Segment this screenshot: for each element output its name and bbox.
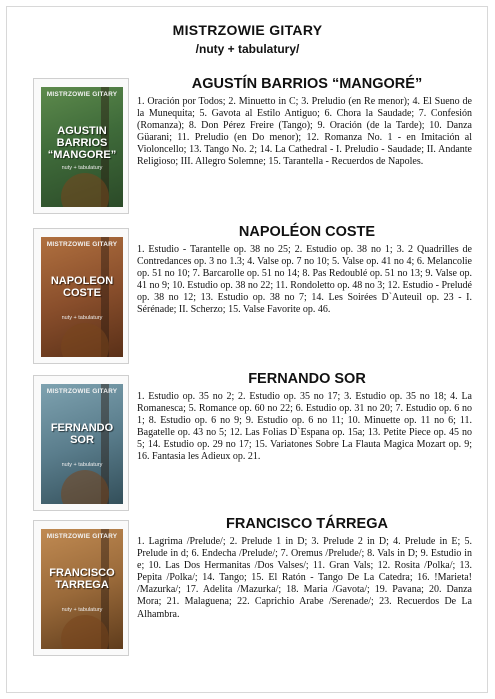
cover-composer-name: FERNANDO SOR [50, 422, 114, 446]
cover-subtitle: nuty + tabulatury [61, 607, 103, 613]
composer-name: AGUSTÍN BARRIOS “MANGORÉ” [191, 76, 423, 92]
cover-composer-name: NAPOLEON COSTE [50, 275, 114, 299]
cover-image [41, 529, 123, 649]
cover-series-title: MISTRZOWIE GITARY [46, 91, 118, 98]
page-title: MISTRZOWIE GITARY [172, 22, 323, 38]
page-subtitle: /nuty + tabulatury/ [195, 42, 300, 56]
cover-composer-name: FRANCISCO TARREGA [49, 567, 115, 591]
works-list: 1. Estudio - Tarantelle op. 38 no 25; 2. Estudio op. 38 no 1; 3. 2 Quadrilles de Contredances op. 3 no 1.3; 4. Valse op. 7 no 10; 5. Valse op. 41 no 4; 6. Melancolie op. 51 no 10; 7. Barcarolle op. 51 no 14; 8. Pas Redoublé op. 51 no 13; 9. Valse op. 41 no 9; 10. Estudio op. 38 no 22; 11. Rondoletto op. 48 no 3; 12. Estudio - Preludé op. 38 no 12; 13. Estudio op. 38 no 7; 14. Les Soirées D`Auteuil op. 23 - I. Sérénade; II. Scherzo; 15. Valse Favorite op. 46. [137, 244, 472, 316]
works-list: 1. Estudio op. 35 no 2; 2. Estudio op. 35 no 17; 3. Estudio op. 35 no 18; 4. La Romanesca; 5. Romance op. 60 no 22; 6. Estudio op. 31 no 20; 7. Estudio op. 6 no 1; 8. Estudio op. 6 no 9; 9. Estudio op. 6 no 11; 10. Minuette op. 11 no 6; 11. Bagatelle op. 43 no 5; 12. Las Folias D`Espana op. 15a; 13. Petite Piece op. 45 no 5; 14. Estudio op. 29 no 17; 15. Variatones Sobre La Flauta Magica Mozart op. 9; 16. Fantasia les Adieux op. 21. [137, 391, 472, 463]
cover-series-title: MISTRZOWIE GITARY [46, 241, 118, 248]
works-list: 1. Oración por Todos; 2. Minuetto in C; 3. Preludio (en Re menor); 4. El Sueno de la Munequita; 5. Gavota al Estilo Antiguo; 6. Chora la Saudade; 7. Confesión (Romanza); 8. Don Pérez Freire (Tango); 9. Oración (de la Tarde); 10. Danza Güarani; 11. Preludio (en Do menor); 12. Romanza No. 1 - en Imitación al Violoncello; 13. Tango No. 2; 14. La Cathedral - I. Preludio - Saudade; II. Andante Religioso; III. Allegro Solemne; 15. Tarantella - Recuerdos de Napoles. [137, 96, 472, 168]
cover-image [41, 87, 123, 207]
cover-image [41, 237, 123, 357]
cover-composer-name: AGUSTIN BARRIOS “MANGORE” [47, 125, 117, 161]
composer-name: NAPOLÉON COSTE [238, 224, 376, 240]
cover-image [41, 384, 123, 504]
book-cover [33, 78, 129, 214]
book-cover [33, 375, 129, 511]
cover-subtitle: nuty + tabulatury [61, 315, 103, 321]
composer-name: FERNANDO SOR [248, 371, 366, 387]
cover-series-title: MISTRZOWIE GITARY [46, 533, 118, 540]
cover-series-title: MISTRZOWIE GITARY [46, 388, 118, 395]
cover-subtitle: nuty + tabulatury [61, 165, 103, 171]
works-list: 1. Lagrima /Prelude/; 2. Prelude 1 in D; 3. Prelude 2 in D; 4. Prelude in E; 5. Prelude in d; 6. Endecha /Prelude/; 7. Oremus /Prelude/; 8. Vals in D; 9. Estudio in e; 10. Las Dos Hermanitas /Dos Valses/; 11. Gran Vals; 12. Rosita /Polka/; 13. Pepita /Polka/; 14. Tango; 15. El Ratón - Tango De La Catedra; 16. !Marieta! /Mazurka/; 17. Adelita /Mazurka/; 18. Maria /Gavota/; 19. Pavana; 20. Danza Mora; 21. Malaguena; 22. Caprichio Arabe /Serenade/; 23. Recuerdos De La Alhambra. [137, 536, 472, 620]
cover-subtitle: nuty + tabulatury [61, 462, 103, 468]
composer-name: FRANCISCO TÁRREGA [226, 516, 388, 532]
book-cover [33, 228, 129, 364]
book-cover [33, 520, 129, 656]
